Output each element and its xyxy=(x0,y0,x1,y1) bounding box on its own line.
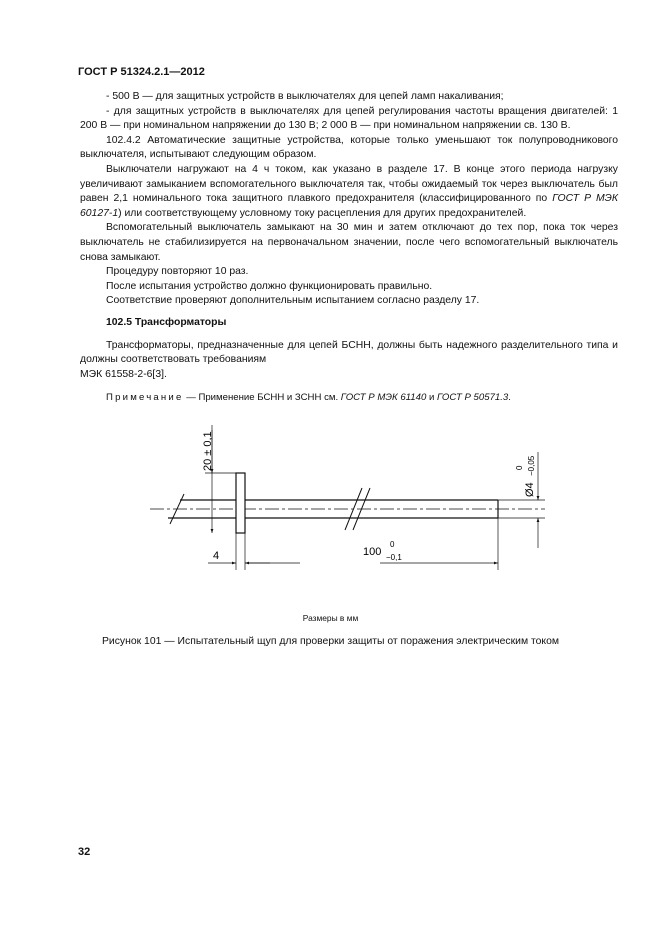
paragraph: Соответствие проверяют дополнительным испытанием согласно разделу 17. xyxy=(106,295,480,307)
standard-reference: ГОСТ Р МЭК 61140 xyxy=(340,392,427,404)
length-tolerance-upper: 0 xyxy=(390,540,395,549)
paragraph: Вспомогательный выключатель замыкают на 30 мин и затем отключают до тех пор, пока ток через выключатель не стабилизируется на первоначальном значении, после чего вспомогательный выключатель снова замыкают. xyxy=(80,222,618,263)
standard-reference: ГОСТ Р МЭК 60127-1 xyxy=(80,193,618,219)
paragraph: - 500 В — для защитных устройств в выключателях для цепей ламп накаливания; xyxy=(106,91,504,102)
stop-plate xyxy=(236,473,245,533)
text-run: Выключатели нагружают на 4 ч током, как указано в разделе 17. В конце этого периода нагрузку увеличивают замыканием вспомогательного выключателя так, чтобы ожидаемый ток через выключатель был равен 2,1 номинального тока защитного плавкого предохранителя (классифицированного по xyxy=(80,163,618,205)
document-header: ГОСТ Р 51324.2.1—2012 xyxy=(78,66,205,78)
thickness-dimension-label: 4 xyxy=(213,550,220,562)
diameter-dimension-label: Ø4 xyxy=(524,482,536,497)
text-run: — Применение БСНН и ЗСНН см. xyxy=(183,392,341,404)
paragraph: МЭК 61558-2-6[3]. xyxy=(80,368,167,380)
text-run: и xyxy=(426,392,437,404)
figure-units: Размеры в мм xyxy=(302,613,359,623)
note-label: Примечание xyxy=(106,392,184,404)
paragraph: 102.4.2 Автоматические защитные устройства, которые только уменьшают ток полупроводникового выключателя, испытывают следующим образом. xyxy=(80,134,618,161)
length-dimension-label: 100 xyxy=(363,546,382,558)
section-heading: 102.5 Трансформаторы xyxy=(106,316,227,328)
paragraph: - для защитных устройств в выключателях для цепей регулирования частоты вращения двигателей: 1 200 В — при номинальном напряжении до 130 В; 2 000 В — при номинальном напряжении св. 130 В. xyxy=(80,105,618,132)
diameter-tolerance-lower: −0,05 xyxy=(527,455,536,476)
page-number: 32 xyxy=(78,846,91,858)
text-run: . xyxy=(508,392,511,404)
height-dimension-label: 20 ± 0,1 xyxy=(202,431,214,471)
paragraph: Трансформаторы, предназначенные для цепей БСНН, должны быть надежного разделительного типа и должны соответствовать требованиям xyxy=(80,339,618,366)
diameter-tolerance-upper: 0 xyxy=(515,465,524,470)
paragraph: Процедуру повторяют 10 раз. xyxy=(106,266,249,278)
figure-caption: Рисунок 101 — Испытательный щуп для проверки защиты от поражения электрическим током xyxy=(101,636,560,647)
text-run: ) или соответствующему условному току расцепления для других предохранителей. xyxy=(118,207,527,219)
standard-reference: ГОСТ Р 50571.3 xyxy=(437,392,509,404)
length-tolerance-lower: −0,1 xyxy=(386,553,402,562)
paragraph: После испытания устройство должно функционировать правильно. xyxy=(106,280,433,292)
